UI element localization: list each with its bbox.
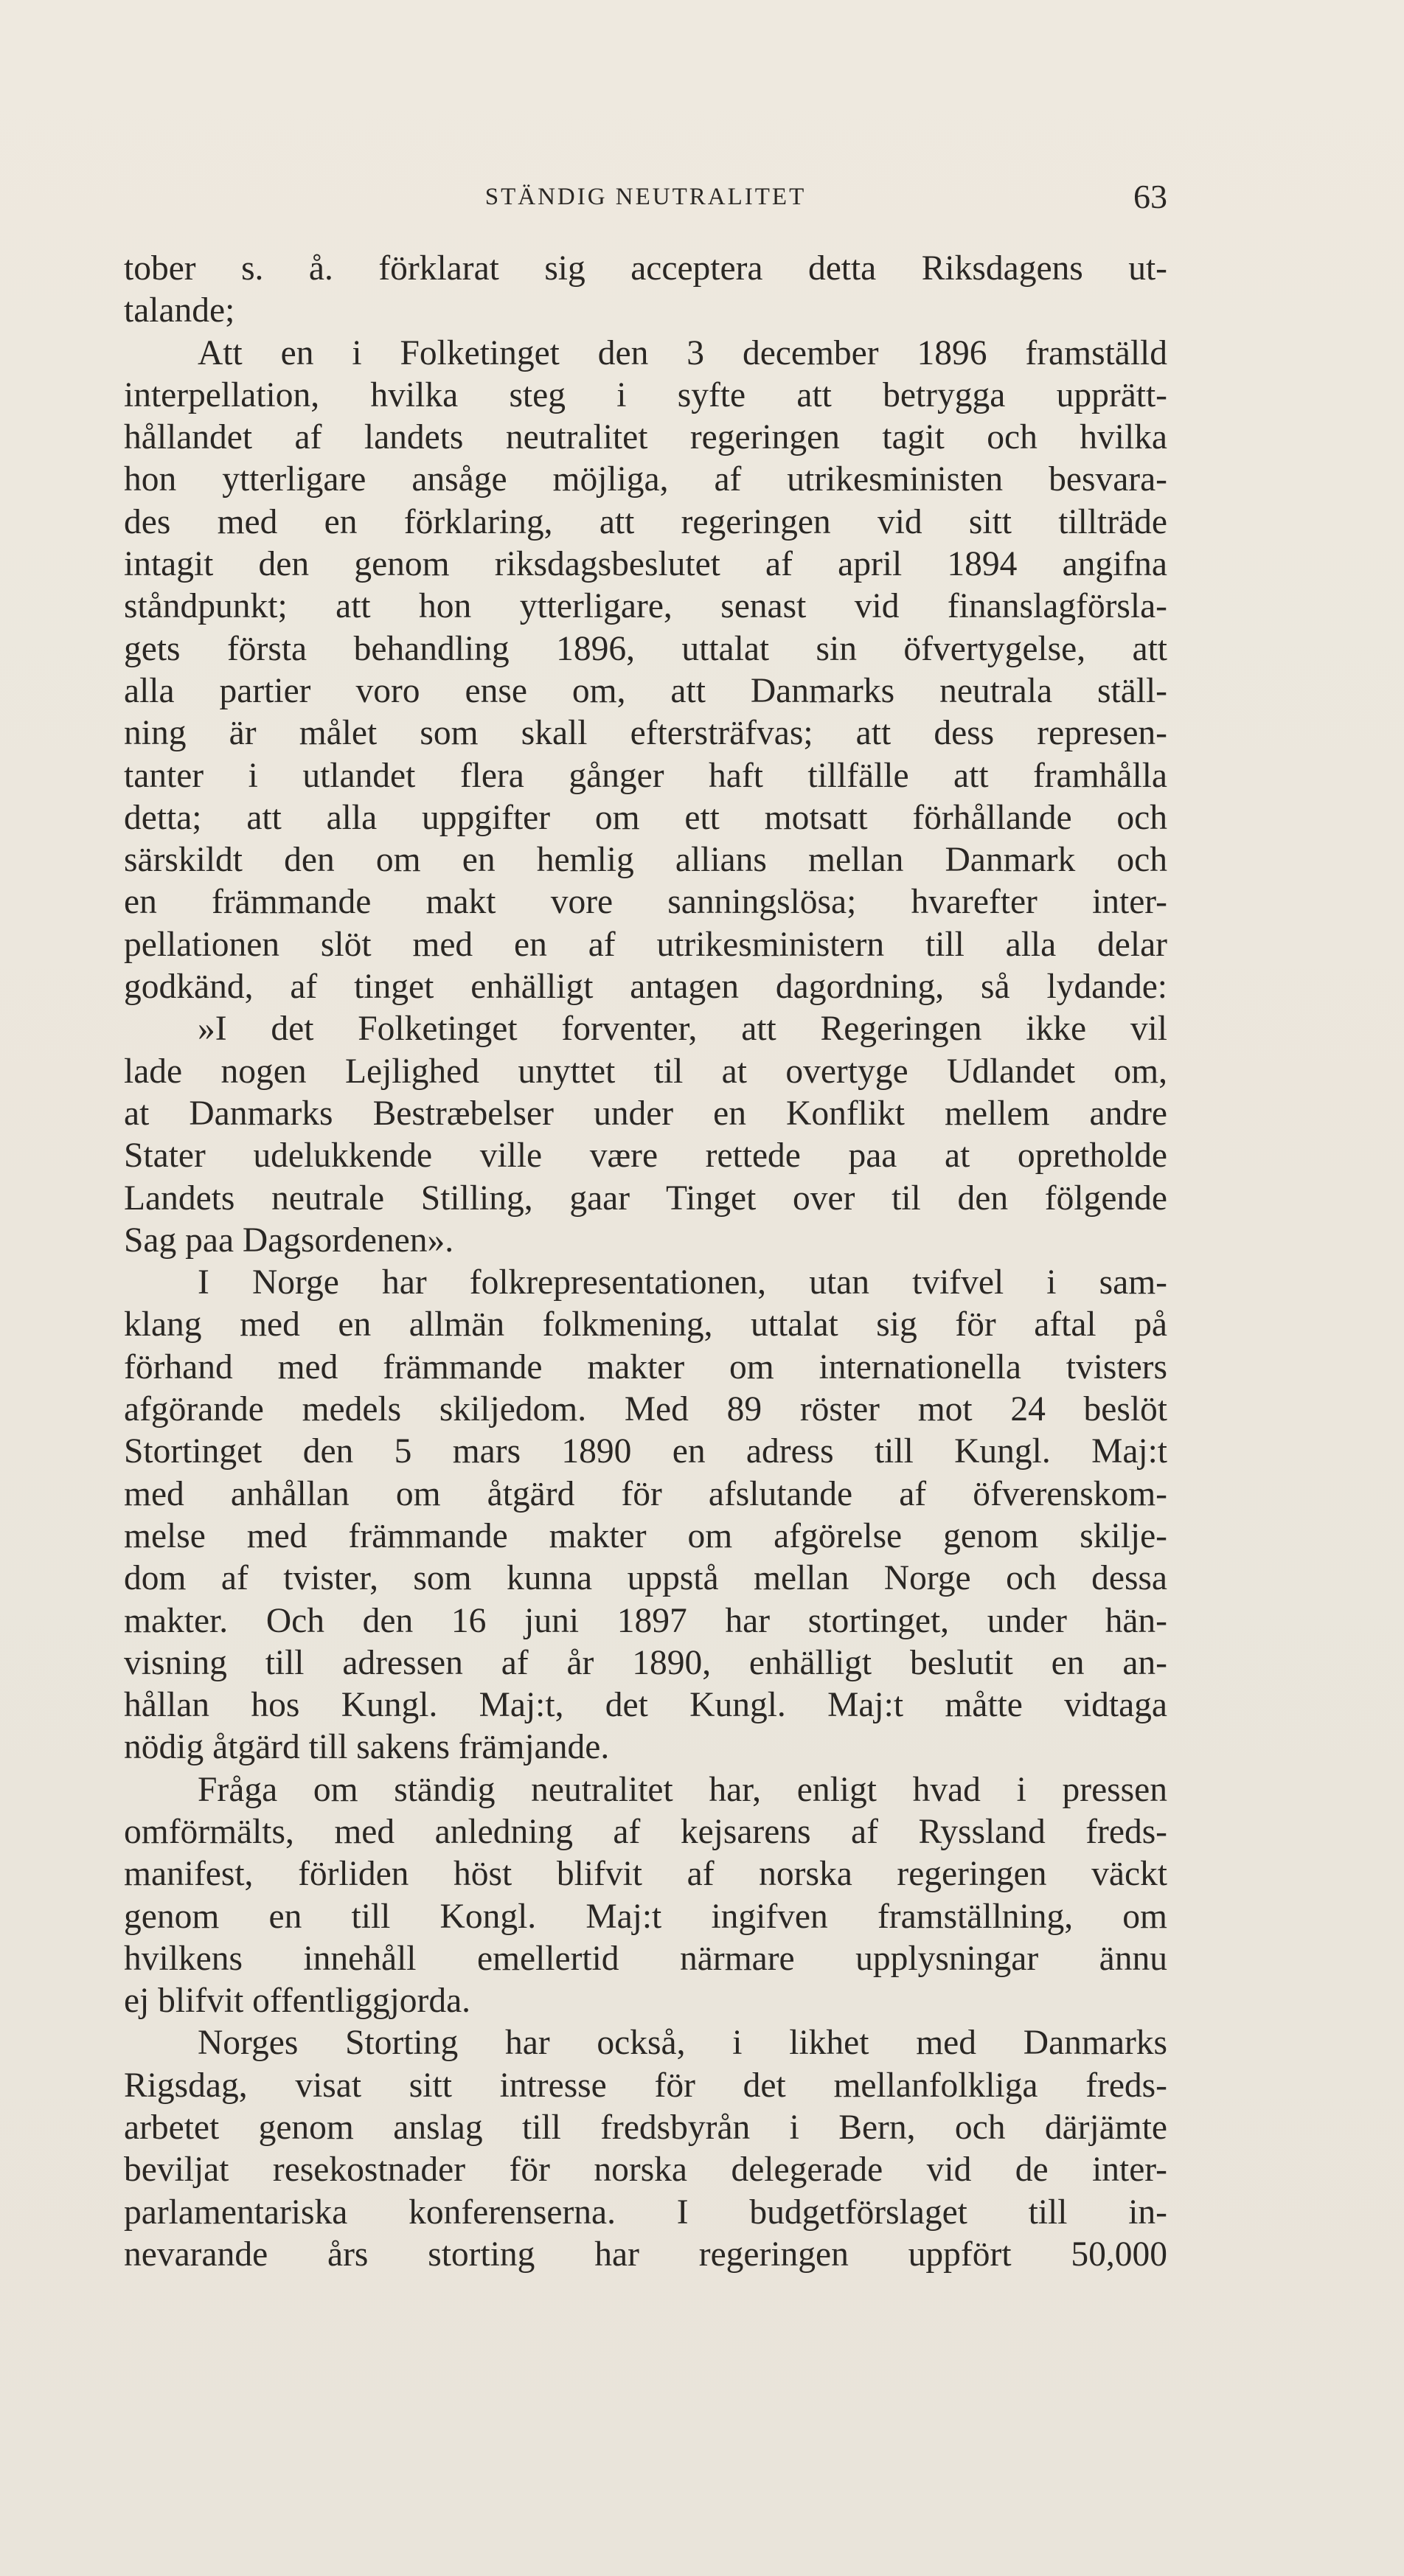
text-line: hållandet af landets neutralitet regeringen tagit och hvilka — [124, 418, 1167, 457]
text-line: en främmande makt vore sanningslösa; hvarefter inter- — [124, 883, 1167, 922]
body-text — [124, 248, 1167, 2276]
text-line: makter. Och den 16 juni 1897 har stortinget, under hän- — [124, 1601, 1167, 1640]
text-line: ståndpunkt; att hon ytterligare, senast vid finanslagförsla- — [124, 587, 1167, 626]
text-line: Stortinget den 5 mars 1890 en adress till Kungl. Maj:t — [124, 1432, 1167, 1471]
text-line: manifest, förliden höst blifvit af norska regeringen väckt — [124, 1855, 1167, 1894]
text-line: ning är målet som skall eftersträfvas; att dess represen- — [124, 714, 1167, 753]
running-title: STÄNDIG NEUTRALITET — [484, 184, 807, 210]
text-line: Fråga om ständig neutralitet har, enligt hvad i pressen — [198, 1770, 1167, 1809]
text-line: afgörande medels skiljedom. Med 89 röster mot 24 beslöt — [124, 1390, 1167, 1429]
text-line: hållan hos Kungl. Maj:t, det Kungl. Maj:t måtte vidtaga — [124, 1686, 1167, 1725]
text-line: Landets neutrale Stilling, gaar Tinget over til den fölgende — [124, 1178, 1167, 1218]
text-line: Sag paa Dagsordenen». — [124, 1221, 454, 1260]
text-line: melse med främmande makter om afgörelse genom skilje- — [124, 1516, 1167, 1555]
page-header — [124, 171, 1167, 223]
text-line: klang med en allmän folkmening, uttalat sig för aftal på — [124, 1305, 1167, 1344]
text-line: omförmälts, med anledning af kejsarens af Ryssland freds- — [124, 1812, 1167, 1851]
page-number: 63 — [1133, 178, 1167, 215]
text-line: interpellation, hvilka steg i syfte att betrygga upprätt- — [124, 375, 1167, 414]
text-line: Rigsdag, visat sitt intresse för det mellanfolkliga freds- — [124, 2066, 1167, 2105]
text-line: särskildt den om en hemlig allians mellan Danmark och — [124, 841, 1167, 880]
text-line: alla partier voro ense om, att Danmarks neutrala ställ- — [124, 671, 1167, 710]
text-line: ej blifvit offentliggjorda. — [124, 1982, 471, 2021]
text-line: förhand med främmande makter om internationella tvisters — [124, 1347, 1167, 1386]
text-line: hon ytterligare ansåge möjliga, af utrikesministen besvara- — [124, 460, 1167, 499]
text-line: detta; att alla uppgifter om ett motsatt förhållande och — [124, 798, 1167, 837]
text-line: beviljat resekostnader för norska delegerade vid de inter- — [124, 2150, 1167, 2190]
text-line: visning till adressen af år 1890, enhälligt beslutit en an- — [124, 1643, 1167, 1682]
text-line: nevarande års storting har regeringen uppfört 50,000 — [124, 2235, 1167, 2274]
text-line: gets första behandling 1896, uttalat sin öfvertygelse, att — [124, 629, 1167, 668]
text-line: Norges Storting har också, i likhet med Danmarks — [198, 2024, 1167, 2063]
text-line: genom en till Kongl. Maj:t ingifven framställning, om — [124, 1897, 1167, 1936]
text-line: dom af tvister, som kunna uppstå mellan Norge och dessa — [124, 1559, 1167, 1598]
text-line: Att en i Folketinget den 3 december 1896 framställd — [198, 333, 1167, 372]
text-line: tober s. å. förklarat sig acceptera detta Riksdagens ut- — [124, 249, 1167, 288]
text-line: intagit den genom riksdagsbeslutet af april 1894 angifna — [124, 545, 1167, 584]
text-line: nödig åtgärd till sakens främjande. — [124, 1728, 610, 1767]
text-line: »I det Folketinget forventer, att Regeringen ikke vil — [198, 1010, 1167, 1049]
text-line: Stater udelukkende ville være rettede paa at opretholde — [124, 1136, 1167, 1176]
text-line: talande; — [124, 291, 235, 330]
text-line: pellationen slöt med en af utrikesministern till alla delar — [124, 925, 1167, 964]
text-line: med anhållan om åtgärd för afslutande af öfverenskom- — [124, 1474, 1167, 1513]
text-line: at Danmarks Bestræbelser under en Konflikt mellem andre — [124, 1094, 1167, 1133]
text-line: I Norge har folkrepresentationen, utan tvifvel i sam- — [198, 1263, 1167, 1302]
text-line: arbetet genom anslag till fredsbyrån i Bern, och därjämte — [124, 2108, 1167, 2148]
text-line: godkänd, af tinget enhälligt antagen dagordning, så lydande: — [124, 968, 1167, 1007]
text-line: tanter i utlandet flera gånger haft tillfälle att framhålla — [124, 756, 1167, 795]
text-line: lade nogen Lejlighed unyttet til at overtyge Udlandet om, — [124, 1052, 1167, 1091]
text-line: des med en förklaring, att regeringen vid sitt tillträde — [124, 502, 1167, 541]
text-line: parlamentariska konferenserna. I budgetförslaget till in- — [124, 2193, 1167, 2232]
text-line: hvilkens innehåll emellertid närmare upplysningar ännu — [124, 1939, 1167, 1978]
